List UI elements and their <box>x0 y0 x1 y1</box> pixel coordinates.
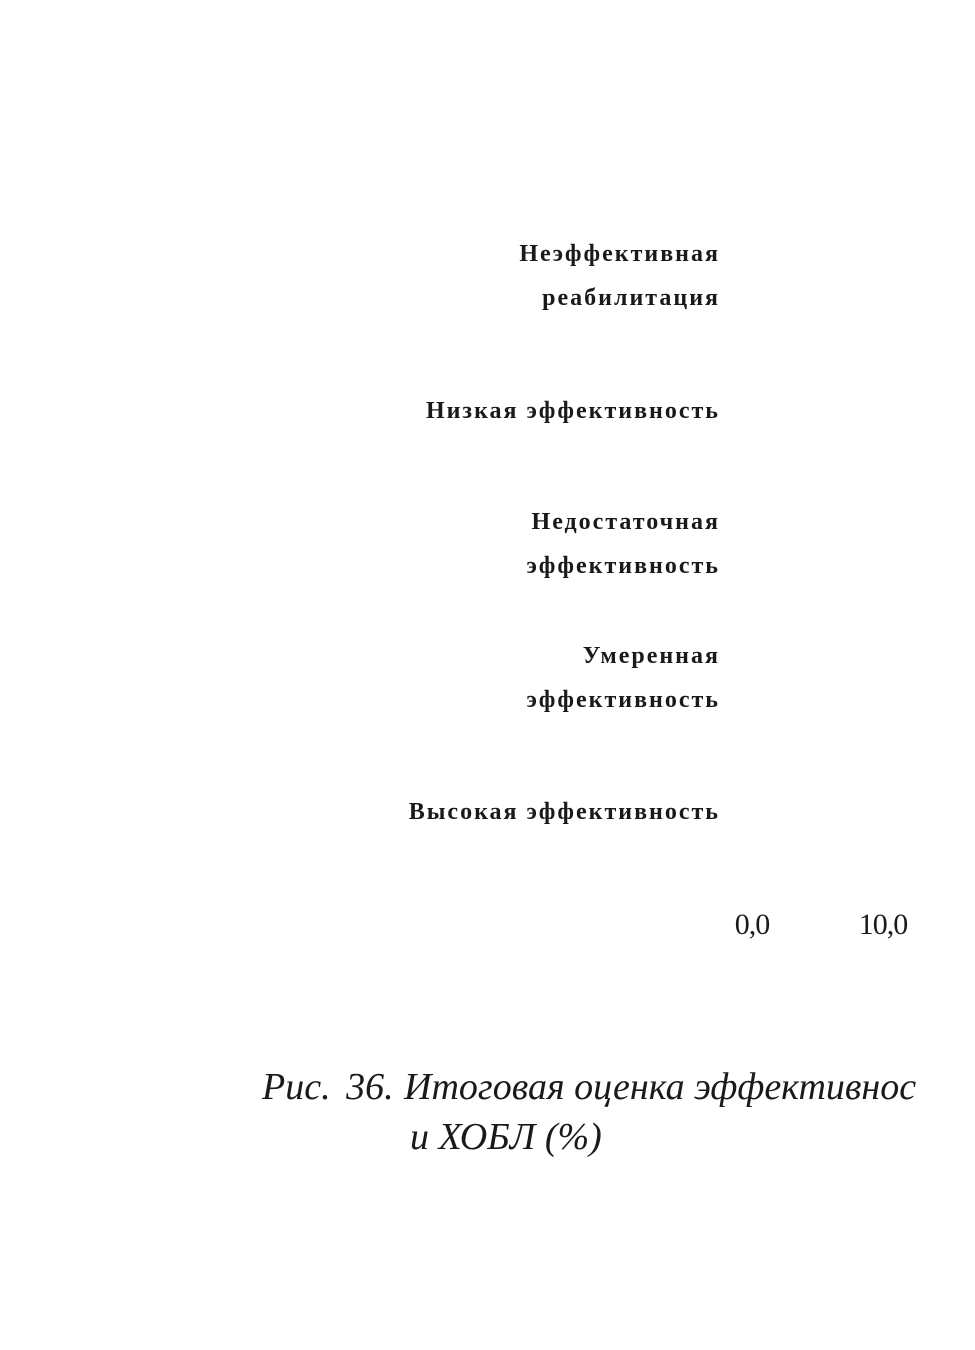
caption-line-1: Итоговая оценка эффективнос <box>404 1066 917 1108</box>
category-label-4-line-2: эффективность <box>526 687 720 713</box>
category-label-3-line-2: эффективность <box>526 553 720 579</box>
figure-caption <box>262 1062 975 1162</box>
x-tick-label-1: 0,0 <box>734 908 770 941</box>
x-tick-label-2: 10,0 <box>858 908 908 941</box>
category-label-5: Высокая эффективность <box>408 799 720 825</box>
category-label-4-line-1: Умеренная <box>582 643 720 669</box>
category-label-1-line-1: Неэффективная <box>519 241 720 267</box>
caption-line-2: и ХОБЛ (%) <box>410 1116 602 1158</box>
category-label-2: Низкая эффективность <box>425 398 720 424</box>
category-label-1-line-2: реабилитация <box>542 285 720 311</box>
figure-number: Рис. 36. <box>262 1066 394 1108</box>
category-label-3-line-1: Недостаточная <box>531 509 720 535</box>
